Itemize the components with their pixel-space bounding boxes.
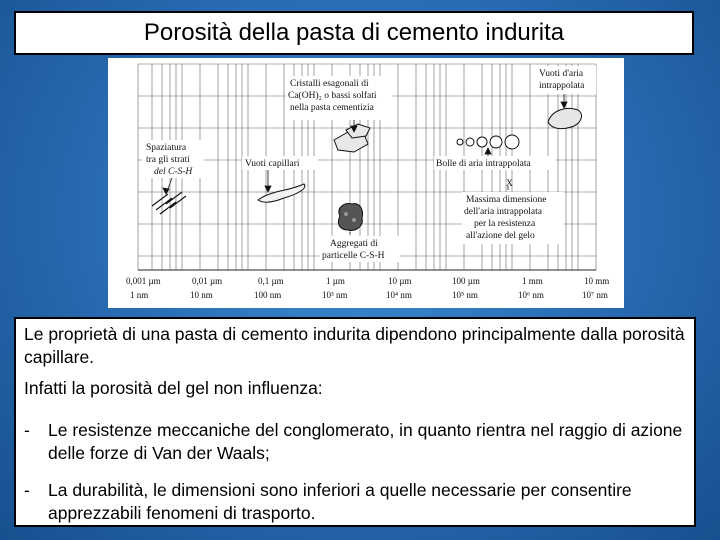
- spaziatura-line-1: Spaziatura: [146, 143, 187, 153]
- vuoti-aria-line-1: Vuoti d'aria: [539, 69, 584, 79]
- scale-bottom-4: 10⁴ nm: [386, 290, 412, 300]
- scale-top-2: 0,1 µm: [258, 276, 284, 286]
- bullet-mechanical-strength: Le resistenze meccaniche del conglomerato, in quanto rientra nel raggio di azione delle forze di Van der Waals;: [48, 420, 683, 463]
- massima-line-2: dell'aria intrappolata: [464, 207, 542, 217]
- scale-top-1: 0,01 µm: [192, 276, 223, 286]
- vuoti-capillari-label: [242, 156, 318, 170]
- c-s-h-layers-icon: [152, 192, 186, 214]
- body-text-box: [14, 317, 696, 527]
- aggregati-label: [320, 236, 400, 262]
- cristalli-line-2: Ca(OH)₂ o bassi solfati: [288, 91, 377, 101]
- scale-bottom-1: 10 nm: [190, 290, 213, 300]
- cristalli-label: [286, 76, 392, 120]
- air-bubbles-icon: [457, 135, 519, 149]
- bolle-label: [434, 156, 556, 170]
- scale-top-7: 10 mm: [584, 276, 610, 286]
- paragraph-gel-porosity: Infatti la porosità del gel non influenza:: [24, 378, 323, 398]
- scale-bottom-2: 100 nm: [254, 290, 282, 300]
- spaziatura-label: [142, 140, 204, 178]
- vuoti-aria-label: [536, 66, 596, 94]
- title-box: [14, 11, 694, 55]
- scale-bottom-7: 10⁷ nm: [582, 290, 608, 300]
- scale-labels: [126, 276, 609, 300]
- scale-bottom-5: 10⁵ nm: [452, 290, 478, 300]
- scale-bottom-3: 10³ nm: [322, 290, 348, 300]
- porosity-diagram: [108, 58, 624, 308]
- bullet-marker-2: -: [24, 480, 30, 500]
- aggregati-line-2: particelle C-S-H: [322, 251, 385, 261]
- aggregati-line-1: Aggregati di: [330, 239, 378, 249]
- scale-bottom-6: 10⁶ nm: [518, 290, 544, 300]
- scale-top-3: 1 µm: [326, 276, 345, 286]
- scale-top-0: 0,001 µm: [126, 276, 161, 286]
- scale-top-6: 1 mm: [522, 276, 543, 286]
- cristalli-line-3: nella pasta cementizia: [290, 103, 374, 113]
- vuoti-aria-line-2: intrappolata: [539, 81, 585, 91]
- scale-top-5: 100 µm: [452, 276, 480, 286]
- x-marker: [506, 179, 513, 189]
- massima-line-3: per la resistenza: [474, 219, 536, 229]
- massima-line-4: all'azione del gelo: [466, 231, 535, 241]
- paragraph-porosity-capillary: Le proprietà di una pasta di cemento indurita dipendono principalmente dalla porosità capillare.: [24, 324, 685, 367]
- x-mark-text: X: [506, 179, 513, 189]
- slide-title: Porosità della pasta di cemento indurita: [143, 19, 565, 46]
- cristalli-line-1: Cristalli esagonali di: [290, 79, 369, 89]
- massima-line-1: Massima dimensione: [466, 195, 547, 205]
- massima-label: [462, 192, 564, 244]
- porosity-figure: [108, 58, 624, 308]
- vuoti-capillari-text: Vuoti capillari: [245, 159, 300, 169]
- bullet-durability: La durabilità, le dimensioni sono inferiori a quelle necessarie per consentire apprezzabili fenomeni di trasporto.: [48, 480, 632, 523]
- bolle-text: Bolle di aria intrappolata: [436, 159, 531, 169]
- scale-bottom-0: 1 nm: [130, 290, 149, 300]
- c-s-h-aggregate-icon: [338, 204, 362, 231]
- spaziatura-line-3: del C-S-H: [154, 167, 193, 177]
- scale-top-4: 10 µm: [388, 276, 412, 286]
- bullet-marker-1: -: [24, 420, 30, 440]
- spaziatura-line-2: tra gli strati: [146, 155, 190, 165]
- entrapped-air-void-icon: [548, 109, 581, 129]
